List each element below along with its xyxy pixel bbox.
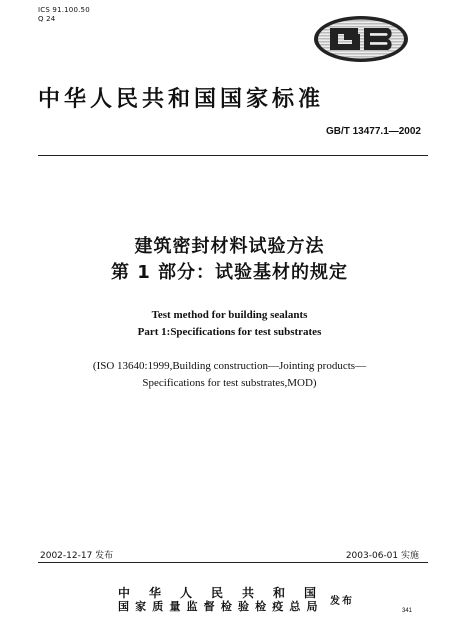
- issue-label: 发布: [330, 596, 354, 607]
- iso-reference-line1: (ISO 13640:1999,Building construction—Jointing products—: [92, 360, 367, 372]
- gb-logo: [312, 14, 410, 64]
- cn-title-line1: 建筑密封材料试验方法: [134, 236, 325, 257]
- gb-logo-icon: [312, 14, 410, 64]
- standard-title: 中华人民共和国国家标准: [38, 86, 325, 112]
- page-number: 341: [402, 608, 413, 614]
- implementation-date: 2003-06-01 实施: [345, 551, 419, 561]
- divider-top: [38, 155, 428, 156]
- standard-number: GB/T 13477.1—2002: [325, 126, 421, 137]
- issuer-country: 中 华 人 民 共 和 国: [118, 586, 318, 600]
- ccs-code: Q 24: [38, 15, 56, 23]
- issue-date: 2002-12-17 发布: [40, 551, 114, 561]
- divider-bottom: [38, 562, 428, 563]
- iso-reference-line2: Specifications for test substrates,MOD): [142, 377, 317, 389]
- ics-code: ICS 91.100.50: [38, 6, 90, 14]
- issuer-agency: 国家质量监督检验检疫总局: [118, 600, 318, 613]
- en-title-line2: Part 1:Specifications for test substrates: [137, 326, 322, 338]
- classification-codes: [38, 6, 90, 24]
- cn-title-line2: 第 1 部分：试验基材的规定: [110, 262, 349, 283]
- en-title-line1: Test method for building sealants: [151, 309, 308, 321]
